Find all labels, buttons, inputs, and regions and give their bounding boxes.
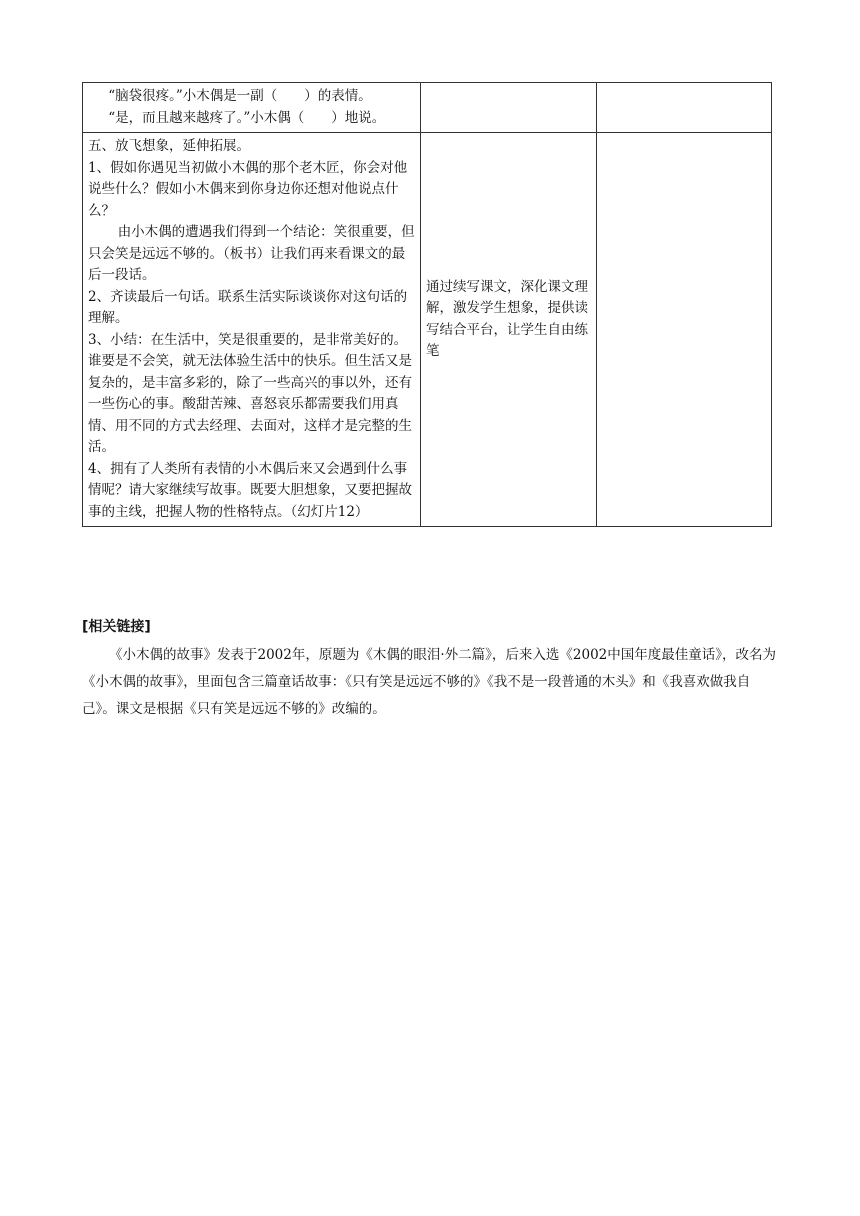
activity-item: 1、假如你遇见当初做小木偶的那个老木匠，你会对他说些什么？假如小木偶来到你身边你还想对他说点什么？ bbox=[88, 159, 408, 219]
dialogue-line: “脑袋很疼。”小木偶是一副（ ）的表情。 bbox=[108, 88, 372, 104]
activity-item: 2、齐读最后一句话。联系生活实际谈谈你对这句话的理解。 bbox=[88, 288, 408, 326]
activity-paragraph: 由小木偶的遭遇我们得到一个结论：笑很重要，但只会笑是远远不够的。（板书）让我们再来看课文的最后一段话。 bbox=[88, 224, 415, 283]
activity-item: 4、拥有了人类所有表情的小木偶后来又会遇到什么事情呢？请大家继续写故事。既要大胆想象，又要把握故事的主线，把握人物的性格特点。（幻灯片12） bbox=[88, 460, 412, 520]
design-intent-cell bbox=[421, 133, 597, 527]
related-links-body: 《小木偶的故事》发表于2002年，原题为《木偶的眼泪·外二篇》，后来入选《2002中国年度最佳童话》，改名为《小木偶的故事》，里面包含三篇童话故事：《只有笑是远远不够的》《我不是一段普通的木头》和《我喜欢做我自己》。课文是根据《只有笑是远远不够的》改编的。 bbox=[82, 647, 777, 717]
teaching-process-cell bbox=[83, 133, 421, 527]
lesson-plan-table bbox=[82, 82, 772, 527]
teaching-process-cell bbox=[83, 83, 421, 133]
related-links-section bbox=[82, 616, 782, 723]
reflection-cell bbox=[597, 133, 772, 527]
reflection-cell bbox=[597, 83, 772, 133]
design-note: 通过续写课文，深化课文理解，激发学生想象，提供读写结合平台，让学生自由练笔 bbox=[426, 278, 588, 359]
design-intent-cell bbox=[421, 83, 597, 133]
dialogue-line: “是，而且越来越疼了。”小木偶（ ）地说。 bbox=[108, 109, 386, 126]
section-heading: 五、放飞想象，延伸拓展。 bbox=[88, 138, 250, 154]
related-links-title: [相关链接] bbox=[82, 619, 151, 635]
table-row bbox=[83, 83, 772, 133]
activity-item: 3、小结：在生活中，笑是很重要的，是非常美好的。谁要是不会笑，就无法体验生活中的快乐。但生活又是复杂的，是丰富多彩的，除了一些高兴的事以外，还有一些伤心的事。酸甜苦辣、喜怒哀乐都需要我们用真情、用不同的方式去经理、去面对，这样才是完整的生活。 bbox=[88, 331, 412, 455]
table-row bbox=[83, 133, 772, 527]
